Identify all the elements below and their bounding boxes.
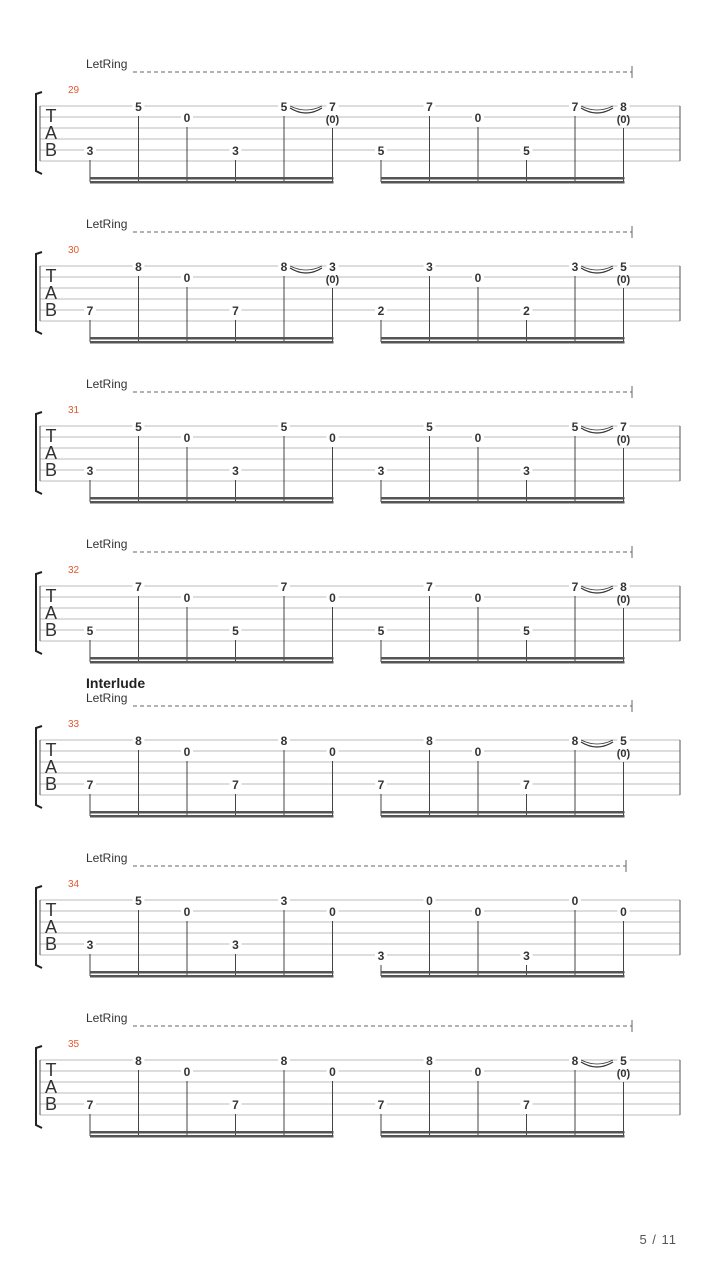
beam-lower [90, 1135, 334, 1138]
slide-curve-inner [290, 266, 322, 270]
beam-upper [90, 1131, 334, 1134]
beam-upper [381, 1131, 625, 1134]
fret-number: 7 [377, 1098, 385, 1112]
fret-number: 3 [232, 938, 239, 952]
slide-curve [290, 108, 322, 113]
fret-number: 8 [571, 1054, 579, 1068]
fret-number: 8 [280, 260, 288, 274]
slide-curve [581, 108, 613, 113]
tied-fret: (0) [616, 274, 631, 286]
slide-curve [290, 268, 322, 273]
fret-number: 0 [426, 894, 433, 908]
fret-number: 5 [426, 420, 433, 434]
system-bracket [36, 92, 42, 174]
beam-lower [90, 815, 334, 818]
beam-lower [381, 815, 625, 818]
let-ring-label: LetRing [86, 1011, 128, 1025]
fret-number: 3 [86, 938, 94, 952]
fret-number: 3 [426, 260, 433, 274]
beam-upper [381, 971, 625, 974]
fret-number: 0 [474, 905, 482, 919]
section-marker: Interlude [86, 675, 146, 691]
fret-number: 3 [232, 144, 239, 158]
fret-number: 2 [377, 304, 385, 318]
slide-curve-inner [581, 106, 613, 110]
fret-number: 7 [232, 778, 239, 792]
fret-number: 5 [232, 624, 239, 638]
fret-number: 0 [620, 905, 627, 919]
fret-number: 3 [329, 260, 336, 274]
tab-clef-letter: T [45, 740, 57, 760]
beam-upper [90, 177, 334, 180]
tab-clef-letter: A [44, 443, 58, 463]
fret-number: 0 [329, 745, 336, 759]
tab-system-34 [36, 851, 680, 978]
fret-number: 0 [183, 431, 191, 445]
fret-number: 8 [571, 734, 579, 748]
fret-number: 3 [86, 464, 94, 478]
tab-system-32 [36, 537, 680, 664]
beam-lower [381, 1135, 625, 1138]
fret-number: 7 [426, 580, 433, 594]
fret-number: 5 [280, 420, 288, 434]
tab-clef-letter: T [45, 106, 57, 126]
measure-number: 35 [68, 1039, 80, 1050]
beam-upper [90, 497, 334, 500]
fret-number: 7 [523, 1098, 530, 1112]
fret-number: 3 [523, 949, 530, 963]
tied-fret: (0) [616, 748, 631, 760]
let-ring-label: LetRing [86, 57, 128, 71]
tab-system-30 [36, 217, 680, 344]
fret-number: 0 [329, 591, 336, 605]
fret-number: 7 [426, 100, 433, 114]
tab-clef-letter: B [44, 460, 58, 480]
tab-clef-letter: T [45, 900, 57, 920]
tab-clef-letter: A [44, 917, 58, 937]
fret-number: 0 [183, 591, 191, 605]
tab-clef-letter: B [44, 620, 58, 640]
fret-number: 5 [135, 894, 142, 908]
fret-number: 5 [523, 144, 530, 158]
fret-number: 0 [474, 745, 482, 759]
slide-curve [581, 588, 613, 593]
system-bracket [36, 252, 42, 334]
fret-number: 8 [426, 734, 433, 748]
fret-number: 3 [523, 464, 530, 478]
fret-number: 3 [571, 260, 579, 274]
tab-clef-letter: A [44, 603, 58, 623]
system-bracket [36, 572, 42, 654]
beam-lower [381, 661, 625, 664]
fret-number: 7 [280, 580, 288, 594]
tied-fret: (0) [616, 434, 631, 446]
fret-number: 7 [620, 420, 627, 434]
slide-curve-inner [581, 1060, 613, 1064]
fret-number: 0 [474, 591, 482, 605]
measure-number: 34 [68, 879, 80, 890]
fret-number: 5 [571, 420, 579, 434]
fret-number: 8 [620, 100, 627, 114]
beam-upper [381, 497, 625, 500]
fret-number: 7 [232, 304, 239, 318]
system-bracket [36, 886, 42, 968]
fret-number: 8 [135, 1054, 142, 1068]
slide-curve [581, 428, 613, 433]
measure-number: 30 [68, 245, 80, 256]
fret-number: 0 [183, 745, 191, 759]
fret-number: 0 [183, 1065, 191, 1079]
measure-number: 29 [68, 85, 80, 96]
tab-clef-letter: T [45, 266, 57, 286]
fret-number: 7 [523, 778, 530, 792]
tab-clef-letter: T [45, 426, 57, 446]
beam-lower [90, 661, 334, 664]
beam-lower [381, 181, 625, 184]
fret-number: 0 [474, 111, 482, 125]
beam-lower [381, 501, 625, 504]
beam-lower [381, 975, 625, 978]
beam-upper [381, 657, 625, 660]
beam-upper [90, 657, 334, 660]
fret-number: 8 [280, 734, 288, 748]
tab-system-35 [36, 1011, 680, 1138]
fret-number: 7 [571, 100, 579, 114]
measure-number: 33 [68, 719, 80, 730]
beam-upper [381, 811, 625, 814]
tab-clef-letter: A [44, 283, 58, 303]
tied-fret: (0) [325, 274, 340, 286]
fret-number: 0 [329, 1065, 336, 1079]
tab-system-29 [36, 57, 680, 184]
fret-number: 7 [377, 778, 385, 792]
fret-number: 7 [232, 1098, 239, 1112]
tab-clef-letter: A [44, 123, 58, 143]
system-bracket [36, 1046, 42, 1128]
tab-system-33 [36, 675, 680, 818]
beam-lower [90, 341, 334, 344]
fret-number: 8 [620, 580, 627, 594]
fret-number: 5 [620, 1054, 627, 1068]
fret-number: 0 [571, 894, 579, 908]
fret-number: 0 [183, 271, 191, 285]
fret-number: 5 [86, 624, 94, 638]
fret-number: 3 [232, 464, 239, 478]
fret-number: 5 [377, 624, 385, 638]
tab-clef-letter: A [44, 1077, 58, 1097]
fret-number: 3 [86, 144, 94, 158]
fret-number: 0 [329, 905, 336, 919]
fret-number: 7 [329, 100, 336, 114]
fret-number: 5 [377, 144, 385, 158]
fret-number: 5 [620, 260, 627, 274]
slide-curve-inner [290, 106, 322, 110]
fret-number: 7 [135, 580, 142, 594]
beam-lower [90, 975, 334, 978]
fret-number: 8 [135, 260, 142, 274]
beam-upper [90, 971, 334, 974]
tab-clef-letter: A [44, 757, 58, 777]
fret-number: 8 [426, 1054, 433, 1068]
measure-number: 32 [68, 565, 80, 576]
slide-curve-inner [581, 586, 613, 590]
fret-number: 0 [474, 431, 482, 445]
fret-number: 5 [135, 420, 142, 434]
tab-clef-letter: B [44, 774, 58, 794]
fret-number: 0 [474, 1065, 482, 1079]
fret-number: 2 [523, 304, 530, 318]
page-number: 5 / 11 [639, 1232, 677, 1247]
let-ring-label: LetRing [86, 217, 128, 231]
measure-number: 31 [68, 405, 80, 416]
beam-lower [90, 501, 334, 504]
slide-curve-inner [581, 426, 613, 430]
fret-number: 7 [86, 304, 94, 318]
beam-upper [381, 177, 625, 180]
let-ring-label: LetRing [86, 377, 128, 391]
fret-number: 5 [135, 100, 142, 114]
beam-upper [90, 811, 334, 814]
system-bracket [36, 726, 42, 808]
slide-curve-inner [581, 740, 613, 744]
fret-number: 7 [86, 778, 94, 792]
let-ring-label: LetRing [86, 851, 128, 865]
fret-number: 5 [280, 100, 288, 114]
tab-clef-letter: B [44, 934, 58, 954]
tied-fret: (0) [616, 114, 631, 126]
tied-fret: (0) [616, 1068, 631, 1080]
tab-systems [36, 57, 680, 1138]
beam-lower [381, 341, 625, 344]
fret-number: 5 [620, 734, 627, 748]
fret-number: 0 [183, 111, 191, 125]
fret-number: 3 [377, 464, 385, 478]
slide-curve-inner [581, 266, 613, 270]
tab-clef-letter: T [45, 1060, 57, 1080]
tab-clef-letter: T [45, 586, 57, 606]
slide-curve [581, 742, 613, 747]
tied-fret: (0) [325, 114, 340, 126]
tied-fret: (0) [616, 594, 631, 606]
fret-number: 0 [474, 271, 482, 285]
fret-number: 0 [183, 905, 191, 919]
tab-clef-letter: B [44, 300, 58, 320]
system-bracket [36, 412, 42, 494]
fret-number: 0 [329, 431, 336, 445]
fret-number: 7 [571, 580, 579, 594]
fret-number: 7 [86, 1098, 94, 1112]
let-ring-label: LetRing [86, 691, 128, 705]
fret-number: 5 [523, 624, 530, 638]
beam-upper [90, 337, 334, 340]
tab-system-31 [36, 377, 680, 504]
let-ring-label: LetRing [86, 537, 128, 551]
beam-lower [90, 181, 334, 184]
slide-curve [581, 268, 613, 273]
fret-number: 3 [377, 949, 385, 963]
fret-number: 3 [280, 894, 288, 908]
fret-number: 8 [280, 1054, 288, 1068]
fret-number: 8 [135, 734, 142, 748]
slide-curve [581, 1062, 613, 1067]
beam-upper [381, 337, 625, 340]
tab-clef-letter: B [44, 1094, 58, 1114]
tab-clef-letter: B [44, 140, 58, 160]
